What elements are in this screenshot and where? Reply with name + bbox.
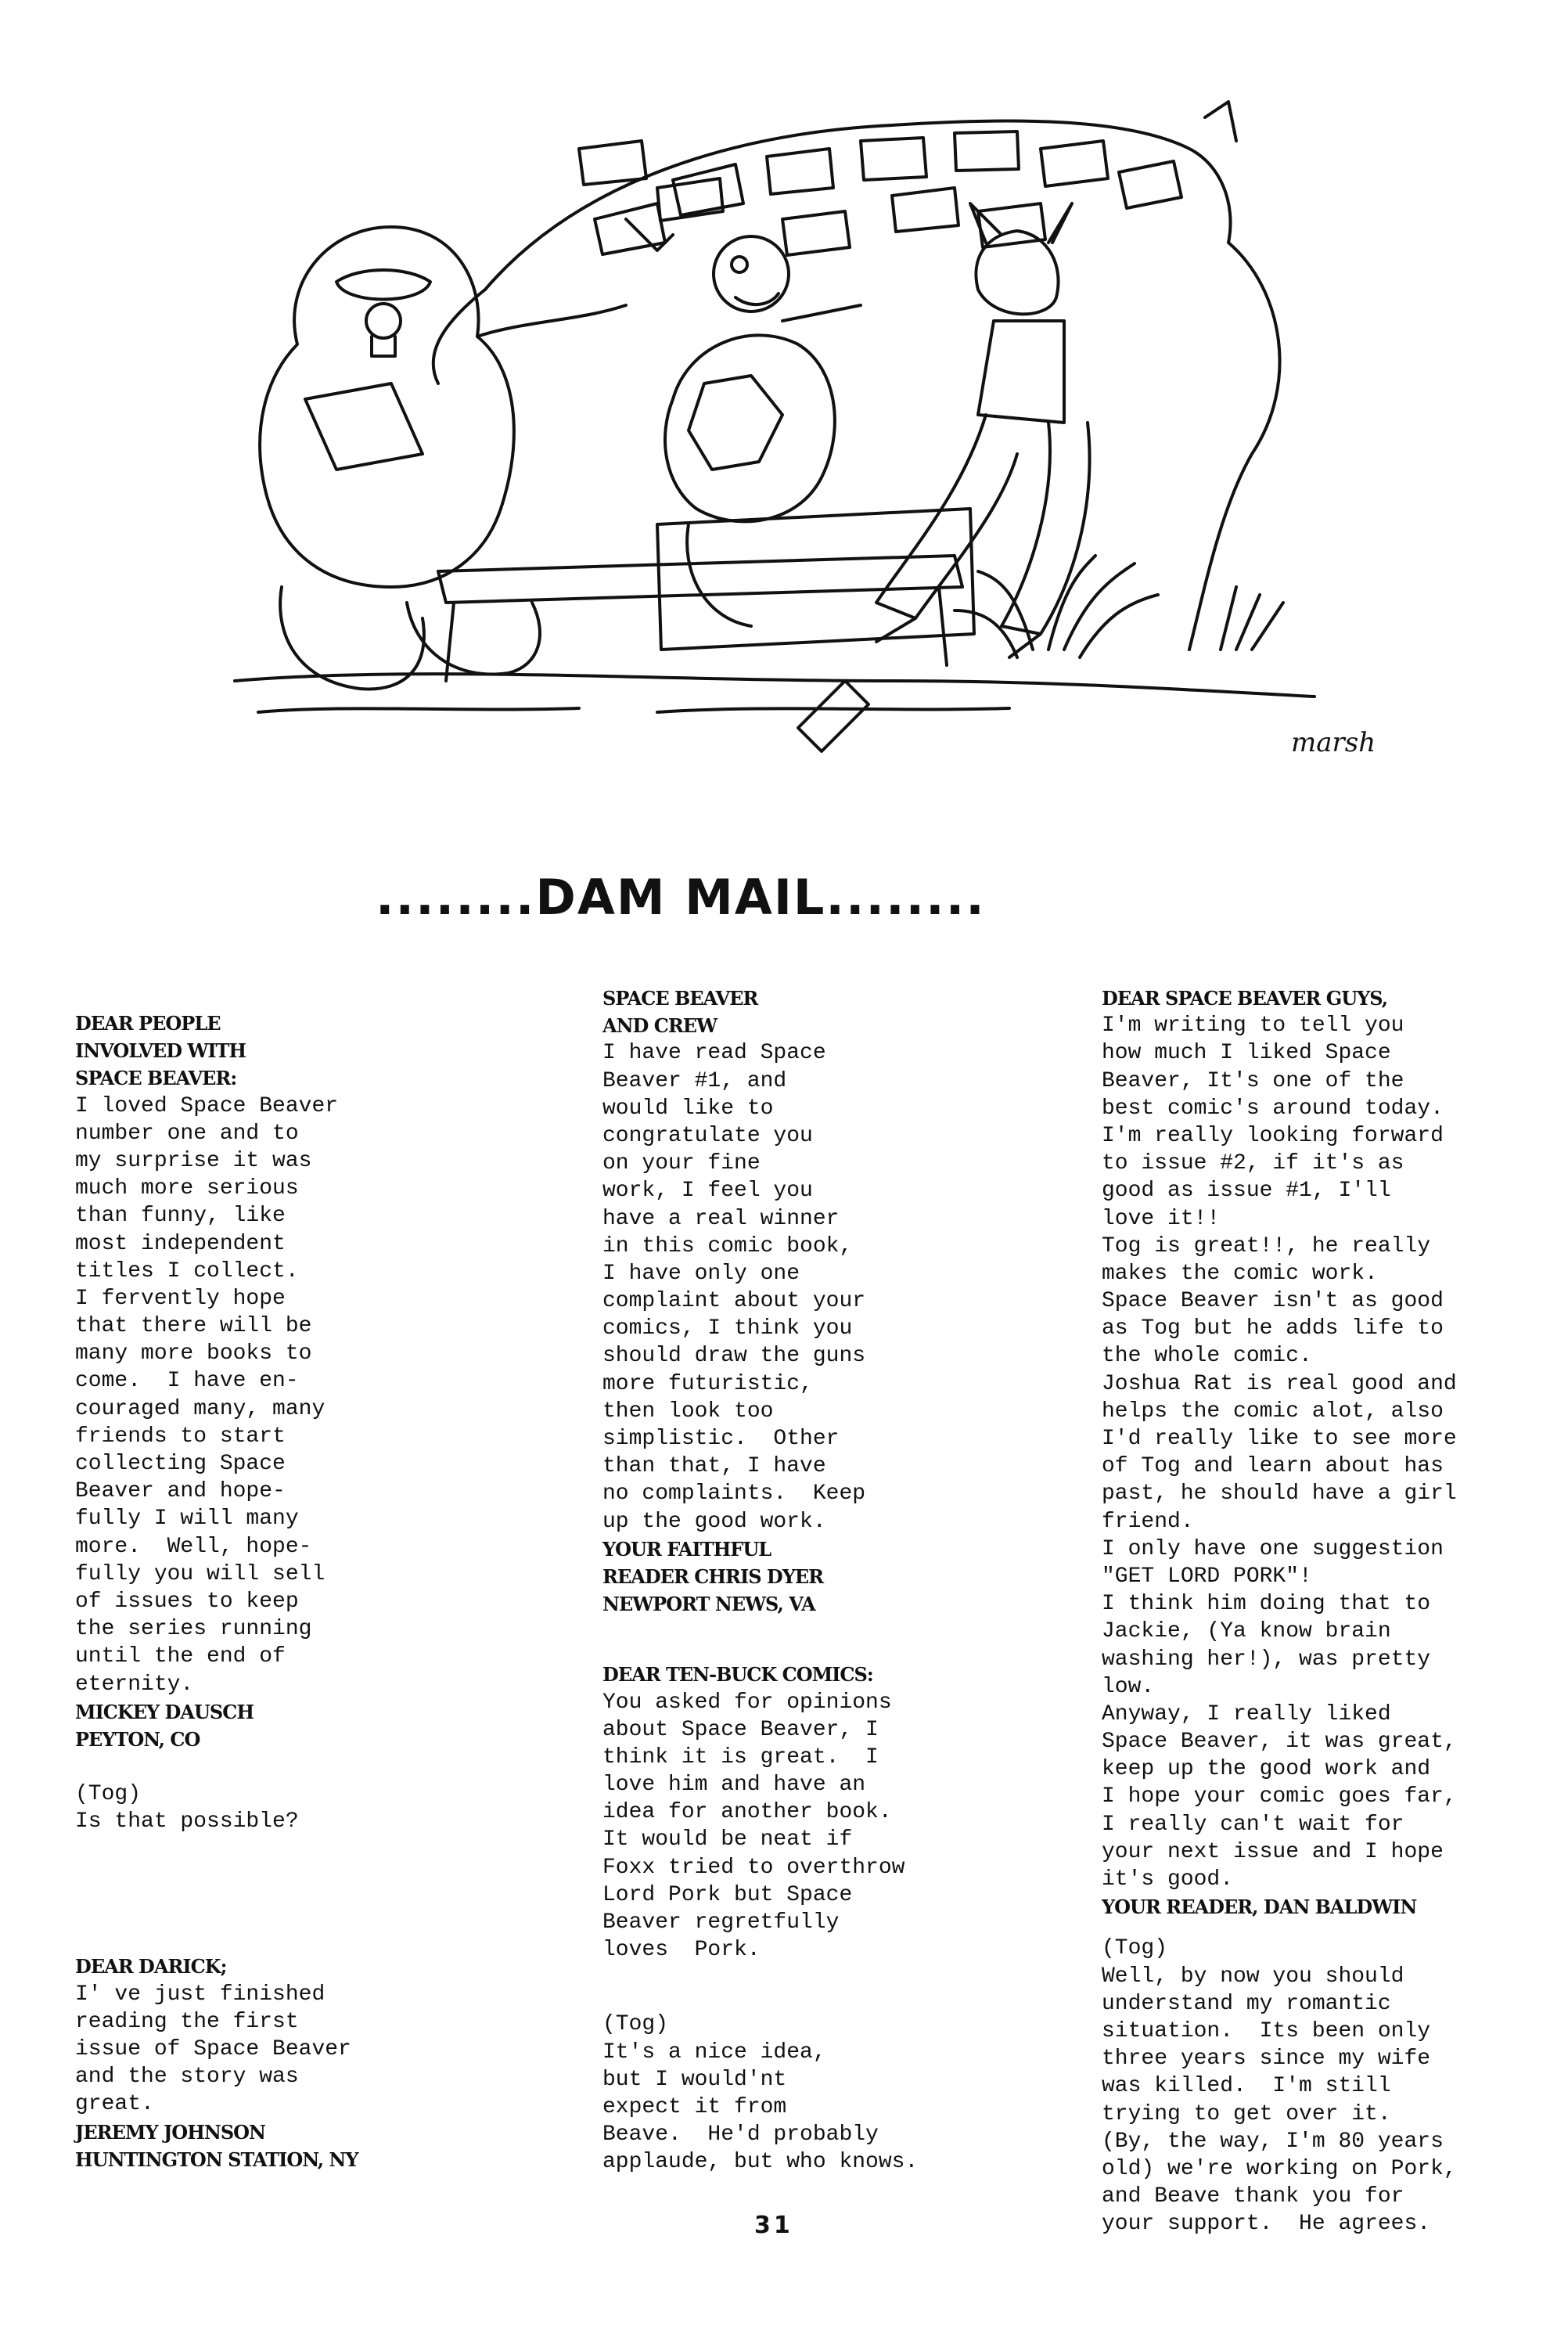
letter-text-line: your support. He agrees. <box>1102 2212 1431 2237</box>
letter-text-line: comics, I think you <box>602 1316 853 1341</box>
letter-text-line: great. <box>75 2092 154 2117</box>
letter-heading-line: JEREMY JOHNSON <box>75 2120 265 2144</box>
letter-text-line: love him and have an <box>602 1773 866 1798</box>
letter-text-line: Lord Pork but Space <box>602 1882 853 1907</box>
letter-text-line: It's a nice idea, <box>602 2040 826 2065</box>
letter-heading-line: HUNTINGTON STATION, NY <box>75 2148 358 2171</box>
letter-text-line: washing her!), was pretty <box>1102 1647 1431 1672</box>
letter-text-line: "GET LORD PORK"! <box>1102 1564 1312 1589</box>
letter-text-line: then look too <box>602 1399 774 1424</box>
letter-heading-line: INVOLVED WITH <box>75 1039 246 1063</box>
letter-text-line: and the story was <box>75 2065 299 2090</box>
letter-text-line: Foxx tried to overthrow <box>602 1855 905 1880</box>
letter-heading-line: YOUR FAITHFUL <box>602 1537 771 1561</box>
letter-text-line: I only have one suggestion <box>1102 1536 1444 1561</box>
letters-column-left <box>75 1010 435 2173</box>
letter-text-line: situation. Its been only <box>1102 2018 1431 2043</box>
letter-text-line: expect it from <box>602 2094 787 2119</box>
letter-text-line: Beaver, It's one of the <box>1102 1068 1404 1093</box>
letter-text-line: would like to <box>602 1096 774 1121</box>
letter-text-line: until the end of <box>75 1644 286 1669</box>
letter-text-line: many more books to <box>75 1341 312 1366</box>
column-spacer <box>602 1964 1025 2011</box>
letter-text-line: in this comic book, <box>602 1233 853 1258</box>
artist-signature: marsh <box>1291 727 1376 758</box>
letter-text-line: It would be neat if <box>602 1827 853 1852</box>
letter-text-line: reading the first <box>75 2009 299 2034</box>
letter-text-line: no complaints. Keep <box>602 1482 866 1507</box>
letter-text-line: my surprise it was <box>75 1148 312 1173</box>
letter-text-line: I'm writing to tell you <box>1102 1013 1404 1039</box>
letter-text-line: (Tog) <box>75 1782 142 1807</box>
letter-text-line: the series running <box>75 1617 312 1642</box>
letter-heading-line: YOUR READER, DAN BALDWIN <box>1102 1896 1417 1919</box>
letter-text-line: I' ve just finished <box>75 1982 325 2007</box>
column-spacer <box>75 1835 435 1953</box>
letter-text-line: than funny, like <box>75 1204 286 1229</box>
letter-text-line: applaude, but who knows. <box>602 2150 919 2175</box>
letter-text-line: I really can't wait for <box>1102 1812 1404 1837</box>
letter-heading-line: DEAR TEN-BUCK COMICS: <box>602 1663 873 1687</box>
letter-text-line: Joshua Rat is real good and <box>1102 1371 1457 1396</box>
letter-text-line: I'd really like to see more <box>1102 1427 1457 1451</box>
letter-text-line: understand my romantic <box>1102 1991 1391 2016</box>
letter-text-line: your next issue and I hope <box>1102 1839 1444 1864</box>
letter-text-line: I have only one <box>602 1261 800 1286</box>
letter-text-line: more. Well, hope- <box>75 1534 312 1559</box>
letter-text-line: Beave. He'd probably <box>602 2122 879 2148</box>
letter-text-line: should draw the guns <box>602 1344 866 1369</box>
letter-text-line: Is that possible? <box>75 1809 299 1834</box>
letter-text-line: good as issue #1, I'll <box>1102 1179 1391 1204</box>
column-spacer <box>1102 1921 1563 1935</box>
letter-text-line: the whole comic. <box>1102 1344 1312 1369</box>
letter-text-line: past, he should have a girl <box>1102 1482 1457 1507</box>
letter-text-line: You asked for opinions <box>602 1690 892 1715</box>
letter-heading-line: AND CREW <box>602 1014 717 1038</box>
letter-text-line: Beaver and hope- <box>75 1479 286 1504</box>
letter-text-line: Well, by now you should <box>1102 1964 1404 1989</box>
letter-text-line: Beaver #1, and <box>602 1068 787 1093</box>
letter-text-line: of issues to keep <box>75 1589 299 1614</box>
letter-text-line: Tog is great!!, he really <box>1102 1233 1431 1258</box>
letter-heading-line: DEAR SPACE BEAVER GUYS, <box>1102 987 1388 1010</box>
letters-column-middle <box>602 985 1025 2176</box>
letter-text-line: but I would'nt <box>602 2067 787 2092</box>
letter-text-line: congratulate you <box>602 1123 813 1148</box>
letter-text-line: up the good work. <box>602 1509 826 1534</box>
letter-text-line: complaint about your <box>602 1289 866 1314</box>
letter-text-line: I hope your comic goes far, <box>1102 1784 1457 1809</box>
letter-text-line: that there will be <box>75 1314 312 1339</box>
letter-text-line: have a real winner <box>602 1206 840 1231</box>
page-title: ........DAM MAIL........ <box>376 869 986 926</box>
letter-text-line: I loved Space Beaver <box>75 1093 339 1118</box>
letter-text-line: of Tog and learn about has <box>1102 1454 1444 1479</box>
letter-text-line: three years since my wife <box>1102 2047 1431 2072</box>
letter-text-line: (Tog) <box>602 2012 669 2037</box>
letters-column-right <box>1102 985 1563 2238</box>
letter-text-line: makes the comic work. <box>1102 1261 1378 1286</box>
letter-heading-line: DEAR PEOPLE <box>75 1012 221 1035</box>
letter-heading-line: READER CHRIS DYER <box>602 1564 824 1588</box>
letter-text-line: on your fine <box>602 1151 761 1176</box>
letter-text-line: Anyway, I really liked <box>1102 1701 1391 1726</box>
letter-heading-line: PEYTON, CO <box>75 1727 200 1751</box>
letter-text-line: I'm really looking forward <box>1102 1123 1444 1148</box>
letter-text-line: number one and to <box>75 1121 299 1146</box>
letter-text-line: love it!! <box>1102 1206 1221 1231</box>
letter-heading-line: SPACE BEAVER <box>602 987 758 1010</box>
letter-text-line: I fervently hope <box>75 1286 286 1311</box>
letter-text-line: was killed. I'm still <box>1102 2074 1391 2099</box>
letter-text-line: Space Beaver isn't as good <box>1102 1289 1444 1314</box>
letter-text-line: idea for another book. <box>602 1800 892 1825</box>
letter-text-line: collecting Space <box>75 1452 286 1476</box>
letter-text-line: think it is great. I <box>602 1744 879 1770</box>
letter-text-line: as Tog but he adds life to <box>1102 1316 1444 1341</box>
letter-text-line: work, I feel you <box>602 1179 813 1204</box>
letter-text-line: how much I liked Space <box>1102 1041 1391 1066</box>
letter-text-line: fully I will many <box>75 1507 299 1532</box>
letter-text-line: more futuristic, <box>602 1371 813 1396</box>
letter-text-line: I think him doing that to <box>1102 1592 1431 1617</box>
page-number: 31 <box>754 2212 793 2239</box>
letter-text-line: fully you will sell <box>75 1561 325 1586</box>
letter-heading-line: DEAR DARICK; <box>75 1955 227 1978</box>
mail-room-illustration <box>188 86 1408 837</box>
letter-text-line: about Space Beaver, I <box>602 1717 879 1742</box>
letter-text-line: best comic's around today. <box>1102 1096 1444 1121</box>
letter-text-line: it's good. <box>1102 1867 1234 1892</box>
letter-text-line: (By, the way, I'm 80 years <box>1102 2129 1444 2154</box>
letter-text-line: simplistic. Other <box>602 1427 840 1451</box>
letter-text-line: trying to get over it. <box>1102 2101 1391 2126</box>
letter-text-line: Beaver regretfully <box>602 1910 840 1935</box>
letter-heading-line: SPACE BEAVER: <box>75 1067 237 1090</box>
letter-text-line: Space Beaver, it was great, <box>1102 1730 1457 1755</box>
letter-text-line: (Tog) <box>1102 1936 1168 1961</box>
letter-text-line: to issue #2, if it's as <box>1102 1151 1404 1176</box>
letter-text-line: eternity. <box>75 1672 194 1697</box>
letter-text-line: low. <box>1102 1674 1155 1699</box>
letter-text-line: old) we're working on Pork, <box>1102 2156 1457 2181</box>
letter-text-line: issue of Space Beaver <box>75 2037 351 2061</box>
letter-text-line: titles I collect. <box>75 1258 299 1284</box>
letter-text-line: loves Pork. <box>602 1938 761 1963</box>
letter-text-line: than that, I have <box>602 1454 826 1479</box>
letter-text-line: come. I have en- <box>75 1369 299 1394</box>
letter-heading-line: MICKEY DAUSCH <box>75 1700 254 1723</box>
column-spacer <box>75 1753 435 1780</box>
letter-text-line: and Beave thank you for <box>1102 2184 1404 2209</box>
letter-text-line: friends to start <box>75 1424 286 1449</box>
letter-text-line: most independent <box>75 1231 286 1256</box>
letter-text-line: helps the comic alot, also <box>1102 1399 1444 1424</box>
letter-text-line: couraged many, many <box>75 1396 325 1421</box>
letter-text-line: much more serious <box>75 1176 299 1201</box>
letter-text-line: friend. <box>1102 1509 1194 1534</box>
letter-heading-line: NEWPORT NEWS, VA <box>602 1593 815 1616</box>
letter-text-line: I have read Space <box>602 1041 826 1066</box>
letter-text-line: Jackie, (Ya know brain <box>1102 1619 1391 1644</box>
letter-text-line: keep up the good work and <box>1102 1757 1431 1782</box>
column-spacer <box>602 1618 1025 1661</box>
